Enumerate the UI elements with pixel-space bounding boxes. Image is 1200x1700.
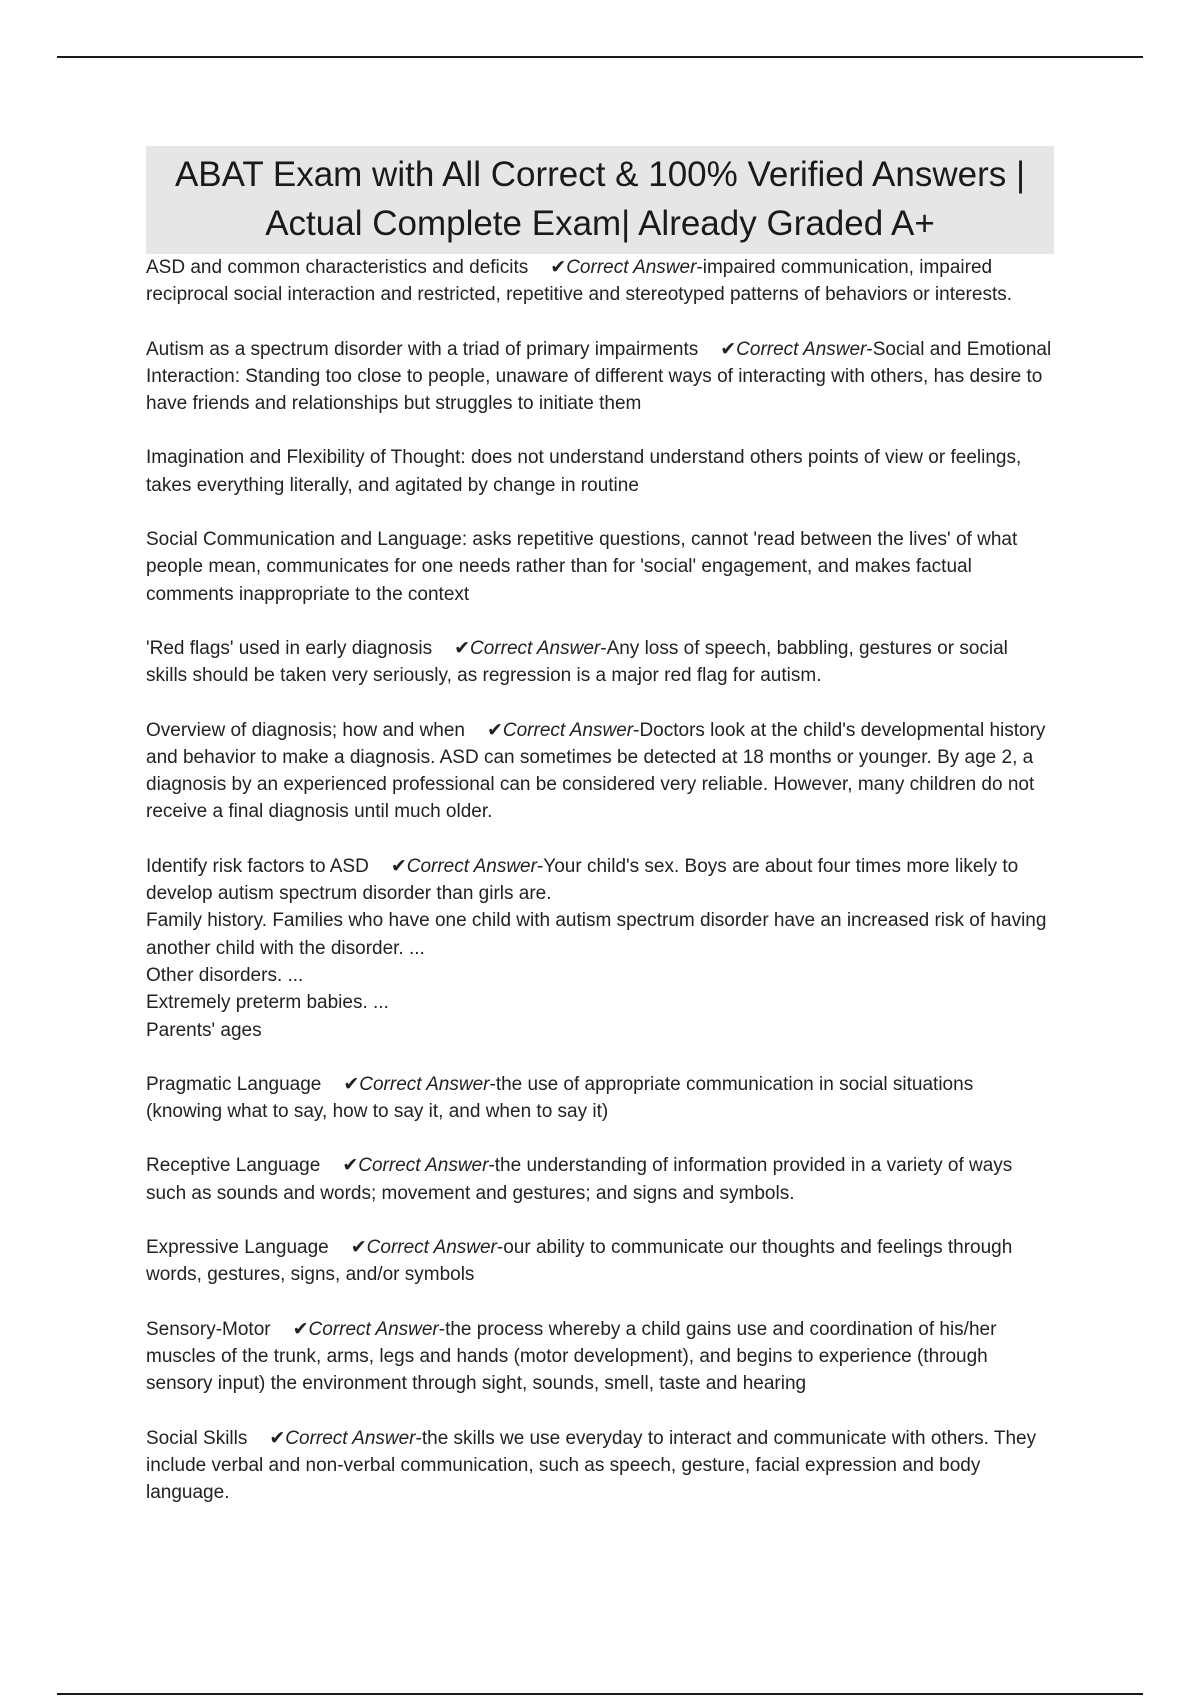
correct-answer-label: Correct Answer <box>502 719 634 741</box>
top-rule <box>57 56 1143 58</box>
answer-text: impaired communication, impaired reciprocal social interaction and restricted, repetitive and stereotyped patterns of behaviors or interests. <box>146 257 1013 306</box>
question-text: Pragmatic Language <box>146 1073 322 1095</box>
answer-text: Social and Emotional Interaction: Standing too close to people, unaware of different ways of interacting with others, has desire to have friends and relationships but struggles to initiate them <box>146 338 1052 415</box>
question-text: Autism as a spectrum disorder with a triad of primary impairments <box>146 338 699 360</box>
qa-item: Overview of diagnosis; how and when ✔Correct Answer-Doctors look at the child's developmental history and behavior to make a diagnosis. ASD can sometimes be detected at 18 months or younger. By age 2, a diagnosis by an experienced professional can be considered very reliable. However, many children do not receive a final diagnosis until much older. <box>146 719 1046 823</box>
paragraph: Social Communication and Language: asks repetitive questions, cannot 'read between the lives' of what people mean, communicates for one needs rather than for 'social' engagement, and makes factual comments inappropriate to the context <box>146 529 1018 605</box>
qa-item: Social Skills ✔Correct Answer-the skills we use everyday to interact and communicate with others. They include verbal and non-verbal communication, such as speech, gesture, facial expression and body language. <box>146 1427 1037 1504</box>
correct-answer-label: Correct Answer <box>358 1155 489 1177</box>
check-mark-icon: ✔ <box>720 338 737 360</box>
qa-item: ASD and common characteristics and deficits ✔Correct Answer-impaired communication, impaired reciprocal social interaction and restricted, repetitive and stereotyped patterns of behaviors or interests. <box>146 257 1013 306</box>
qa-item: Expressive Language ✔Correct Answer-our ability to communicate our thoughts and feelings through words, gestures, signs, and/or symbols <box>146 1237 1013 1286</box>
check-mark-icon: ✔ <box>486 719 503 741</box>
answer-text: the skills we use everyday to interact and communicate with others. They include verbal and non-verbal communication, such as speech, gesture, facial expression and body language. <box>146 1427 1037 1504</box>
qa-item: 'Red flags' used in early diagnosis ✔Correct Answer-Any loss of speech, babbling, gestures or social skills should be taken very seriously, as regression is a major red flag for autism. <box>146 637 1008 687</box>
correct-answer-label: Correct Answer <box>406 855 537 877</box>
check-mark-icon: ✔ <box>350 1237 367 1259</box>
qa-item: Pragmatic Language ✔Correct Answer-the use of appropriate communication in social situations (knowing what to say, how to say it, and when to say it) <box>146 1073 974 1123</box>
answer-text: Your child's sex. Boys are about four times more likely to develop autism spectrum disorder than girls are. <box>146 855 1019 905</box>
risk-line: Extremely preterm babies. ... <box>146 992 389 1014</box>
correct-answer-label: Correct Answer <box>736 338 867 360</box>
answer-text: our ability to communicate our thoughts and feelings through words, gestures, signs, and/or symbols <box>146 1237 1013 1286</box>
risk-line: Family history. Families who have one child with autism spectrum disorder have an increased risk of having another child with the disorder. ... <box>146 910 1047 959</box>
question-text: 'Red flags' used in early diagnosis <box>146 637 433 659</box>
question-text: Social Skills <box>146 1427 248 1449</box>
check-mark-icon: ✔ <box>454 637 471 659</box>
qa-item: Sensory-Motor ✔Correct Answer-the process whereby a child gains use and coordination of his/her muscles of the trunk, arms, legs and hands (motor development), and begins to experience (through sensory input) the environment through sight, sounds, smell, taste and hearing <box>146 1318 997 1395</box>
bottom-rule <box>57 1693 1143 1695</box>
qa-item-risk-factors: Identify risk factors to ASD ✔Correct Answer-Your child's sex. Boys are about four times more likely to develop autism spectrum disorder than girls are. Family history. Families who have one child with autism spectrum disorder have an increased risk of having another child with the disorder. ... Other disorders. ... Extremely preterm babies. ... Parents' ages <box>146 853 1054 1044</box>
qa-item: Receptive Language ✔Correct Answer-the understanding of information provided in a variety of ways such as sounds and words; movement and gestures; and signs and symbols. <box>146 1155 1013 1204</box>
correct-answer-label: Correct Answer <box>285 1427 416 1449</box>
answer-text: the understanding of information provided in a variety of ways such as sounds and words; movement and gestures; and signs and symbols. <box>146 1155 1013 1204</box>
answer-text: Any loss of speech, babbling, gestures or social skills should be taken very seriously, as regression is a major red flag for autism. <box>146 637 1008 687</box>
question-text: ASD and common characteristics and deficits <box>146 257 529 278</box>
check-mark-icon: ✔ <box>269 1427 286 1449</box>
answer-text: the process whereby a child gains use and coordination of his/her muscles of the trunk, arms, legs and hands (motor development), and begins to experience (through sensory input) the environment through sight, sounds, smell, taste and hearing <box>146 1318 997 1395</box>
risk-line: Parents' ages <box>146 1019 262 1041</box>
answer-text: Doctors look at the child's developmental history and behavior to make a diagnosis. ASD can sometimes be detected at 18 months or younger. By age 2, a diagnosis by an experienced professional can be considered very reliable. However, many children do not receive a final diagnosis until much older. <box>146 719 1046 823</box>
page-title <box>146 146 1054 254</box>
question-text: Sensory-Motor <box>146 1318 271 1340</box>
question-text: Expressive Language <box>146 1237 329 1259</box>
title-line-2: Actual Complete Exam| Already Graded A+ <box>265 204 935 243</box>
question-text: Overview of diagnosis; how and when <box>146 719 465 741</box>
document-page <box>146 146 1054 1533</box>
correct-answer-label: Correct Answer <box>366 1237 497 1259</box>
correct-answer-label: Correct Answer <box>308 1318 439 1340</box>
check-mark-icon: ✔ <box>390 855 407 877</box>
check-mark-icon: ✔ <box>550 257 567 278</box>
check-mark-icon: ✔ <box>292 1318 309 1340</box>
qa-item: Autism as a spectrum disorder with a triad of primary impairments ✔Correct Answer-Social and Emotional Interaction: Standing too close to people, unaware of different ways of interacting with others, has desire to have friends and relationships but struggles to initiate them <box>146 338 1052 415</box>
document-body <box>146 254 1054 1506</box>
check-mark-icon: ✔ <box>342 1155 359 1177</box>
answer-text: the use of appropriate communication in social situations (knowing what to say, how to say it, and when to say it) <box>146 1073 974 1123</box>
question-text: Receptive Language <box>146 1155 321 1177</box>
correct-answer-label: Correct Answer <box>470 637 601 659</box>
risk-line: Other disorders. ... <box>146 964 304 986</box>
paragraph: Imagination and Flexibility of Thought: does not understand understand others points of view or feelings, takes everything literally, and agitated by change in routine <box>146 447 1022 496</box>
correct-answer-label: Correct Answer <box>566 257 697 278</box>
check-mark-icon: ✔ <box>343 1073 360 1095</box>
title-line-1: ABAT Exam with All Correct & 100% Verified Answers | <box>174 155 1026 194</box>
correct-answer-label: Correct Answer <box>359 1073 490 1095</box>
question-text: Identify risk factors to ASD <box>146 855 369 877</box>
